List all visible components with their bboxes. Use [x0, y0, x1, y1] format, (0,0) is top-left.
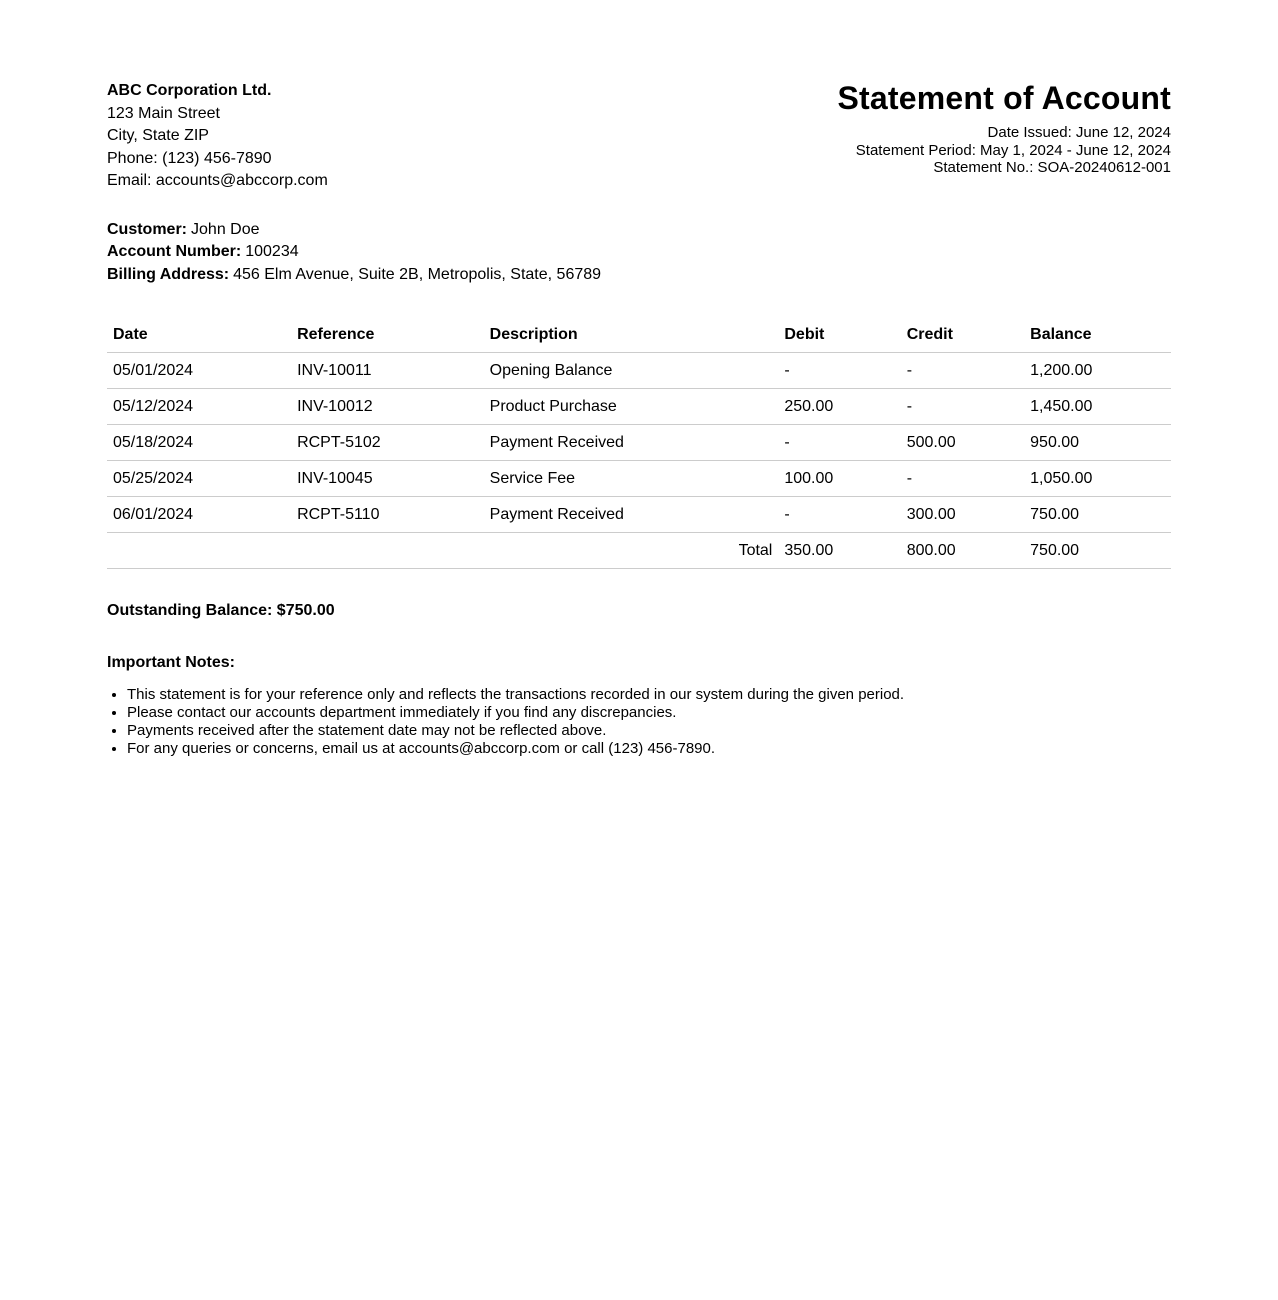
- cell-balance: 1,450.00: [1024, 389, 1171, 425]
- billing-address-label: Billing Address:: [107, 265, 230, 283]
- cell-description: Payment Received: [484, 425, 779, 461]
- cell-debit: 100.00: [778, 461, 900, 497]
- billing-address-line: [107, 264, 1171, 287]
- cell-reference: RCPT-5102: [291, 425, 484, 461]
- document-header: [107, 80, 1171, 193]
- account-number-label: Account Number:: [107, 243, 242, 260]
- cell-date: 05/12/2024: [107, 389, 291, 425]
- cell-date: 05/25/2024: [107, 461, 291, 497]
- important-notes: [107, 653, 1171, 758]
- company-email: Email: accounts@abccorp.com: [107, 172, 328, 189]
- cell-debit: -: [778, 353, 900, 389]
- account-number: 100234: [245, 243, 299, 260]
- cell-empty: [107, 533, 291, 569]
- list-item: • For any queries or concerns, email us at accounts@abccorp.com or call (123) 456-7890.: [127, 740, 1171, 758]
- cell-balance: 1,200.00: [1024, 353, 1171, 389]
- customer-info: [107, 219, 1171, 287]
- cell-credit: -: [901, 461, 1024, 497]
- cell-description: Payment Received: [484, 497, 779, 533]
- customer-label: Customer:: [107, 220, 188, 238]
- cell-date: 05/18/2024: [107, 425, 291, 461]
- page-title: Statement of Account: [837, 80, 1171, 116]
- cell-credit: -: [901, 353, 1024, 389]
- table-row: [107, 497, 1171, 533]
- column-header-balance: Balance: [1024, 317, 1171, 353]
- billing-address: 456 Elm Avenue, Suite 2B, Metropolis, State, 56789: [233, 265, 602, 283]
- cell-description: Opening Balance: [484, 353, 779, 389]
- cell-credit: 300.00: [901, 497, 1024, 533]
- notes-title: Important Notes:: [107, 654, 235, 671]
- total-balance: 750.00: [1024, 533, 1171, 569]
- cell-balance: 950.00: [1024, 425, 1171, 461]
- cell-debit: -: [778, 497, 900, 533]
- table-total-row: [107, 533, 1171, 569]
- cell-date: 06/01/2024: [107, 497, 291, 533]
- column-header-description: Description: [484, 317, 779, 353]
- company-name: ABC Corporation Ltd.: [107, 82, 272, 99]
- cell-debit: 250.00: [778, 389, 900, 425]
- cell-reference: INV-10012: [291, 389, 484, 425]
- customer-name: John Doe: [191, 220, 260, 238]
- cell-balance: 750.00: [1024, 497, 1171, 533]
- transactions-table: [107, 317, 1171, 569]
- statement-period: Statement Period: May 1, 2024 - June 12, 2024: [855, 141, 1171, 159]
- company-info: [107, 80, 328, 193]
- account-number-line: [107, 241, 1171, 264]
- notes-list: [107, 686, 1171, 758]
- company-phone: Phone: (123) 456-7890: [107, 149, 272, 167]
- cell-debit: -: [778, 425, 900, 461]
- table-row: [107, 389, 1171, 425]
- list-item: • This statement is for your reference only and reflects the transactions recorded in our system during the given period.: [127, 686, 1171, 704]
- table-header-row: [107, 317, 1171, 353]
- column-header-credit: Credit: [901, 317, 1024, 353]
- column-header-reference: Reference: [291, 317, 484, 353]
- statement-info: [838, 80, 1172, 177]
- cell-empty: [291, 533, 484, 569]
- cell-reference: RCPT-5110: [291, 497, 484, 533]
- cell-credit: 500.00: [901, 425, 1024, 461]
- total-credit: 800.00: [901, 533, 1024, 569]
- statement-number: Statement No.: SOA-20240612-001: [933, 159, 1171, 176]
- company-address-line1: 123 Main Street: [107, 104, 220, 122]
- table-row: [107, 353, 1171, 389]
- cell-reference: INV-10045: [291, 461, 484, 497]
- cell-date: 05/01/2024: [107, 353, 291, 389]
- table-row: [107, 461, 1171, 497]
- customer-name-line: [107, 219, 1171, 242]
- cell-reference: INV-10011: [291, 353, 484, 389]
- cell-description: Product Purchase: [484, 389, 779, 425]
- column-header-debit: Debit: [778, 317, 900, 353]
- list-item: • Please contact our accounts department immediately if you find any discrepancies.: [127, 704, 1171, 722]
- statement-document: [107, 0, 1171, 758]
- outstanding-balance: Outstanding Balance: $750.00: [107, 602, 335, 619]
- total-label: Total: [484, 533, 779, 569]
- column-header-date: Date: [107, 317, 291, 353]
- list-item: • Payments received after the statement date may not be reflected above.: [127, 722, 1171, 740]
- cell-description: Service Fee: [484, 461, 779, 497]
- table-row: [107, 425, 1171, 461]
- cell-balance: 1,050.00: [1024, 461, 1171, 497]
- cell-credit: -: [901, 389, 1024, 425]
- date-issued: Date Issued: June 12, 2024: [987, 124, 1171, 141]
- company-address-line2: City, State ZIP: [107, 127, 209, 144]
- total-debit: 350.00: [778, 533, 900, 569]
